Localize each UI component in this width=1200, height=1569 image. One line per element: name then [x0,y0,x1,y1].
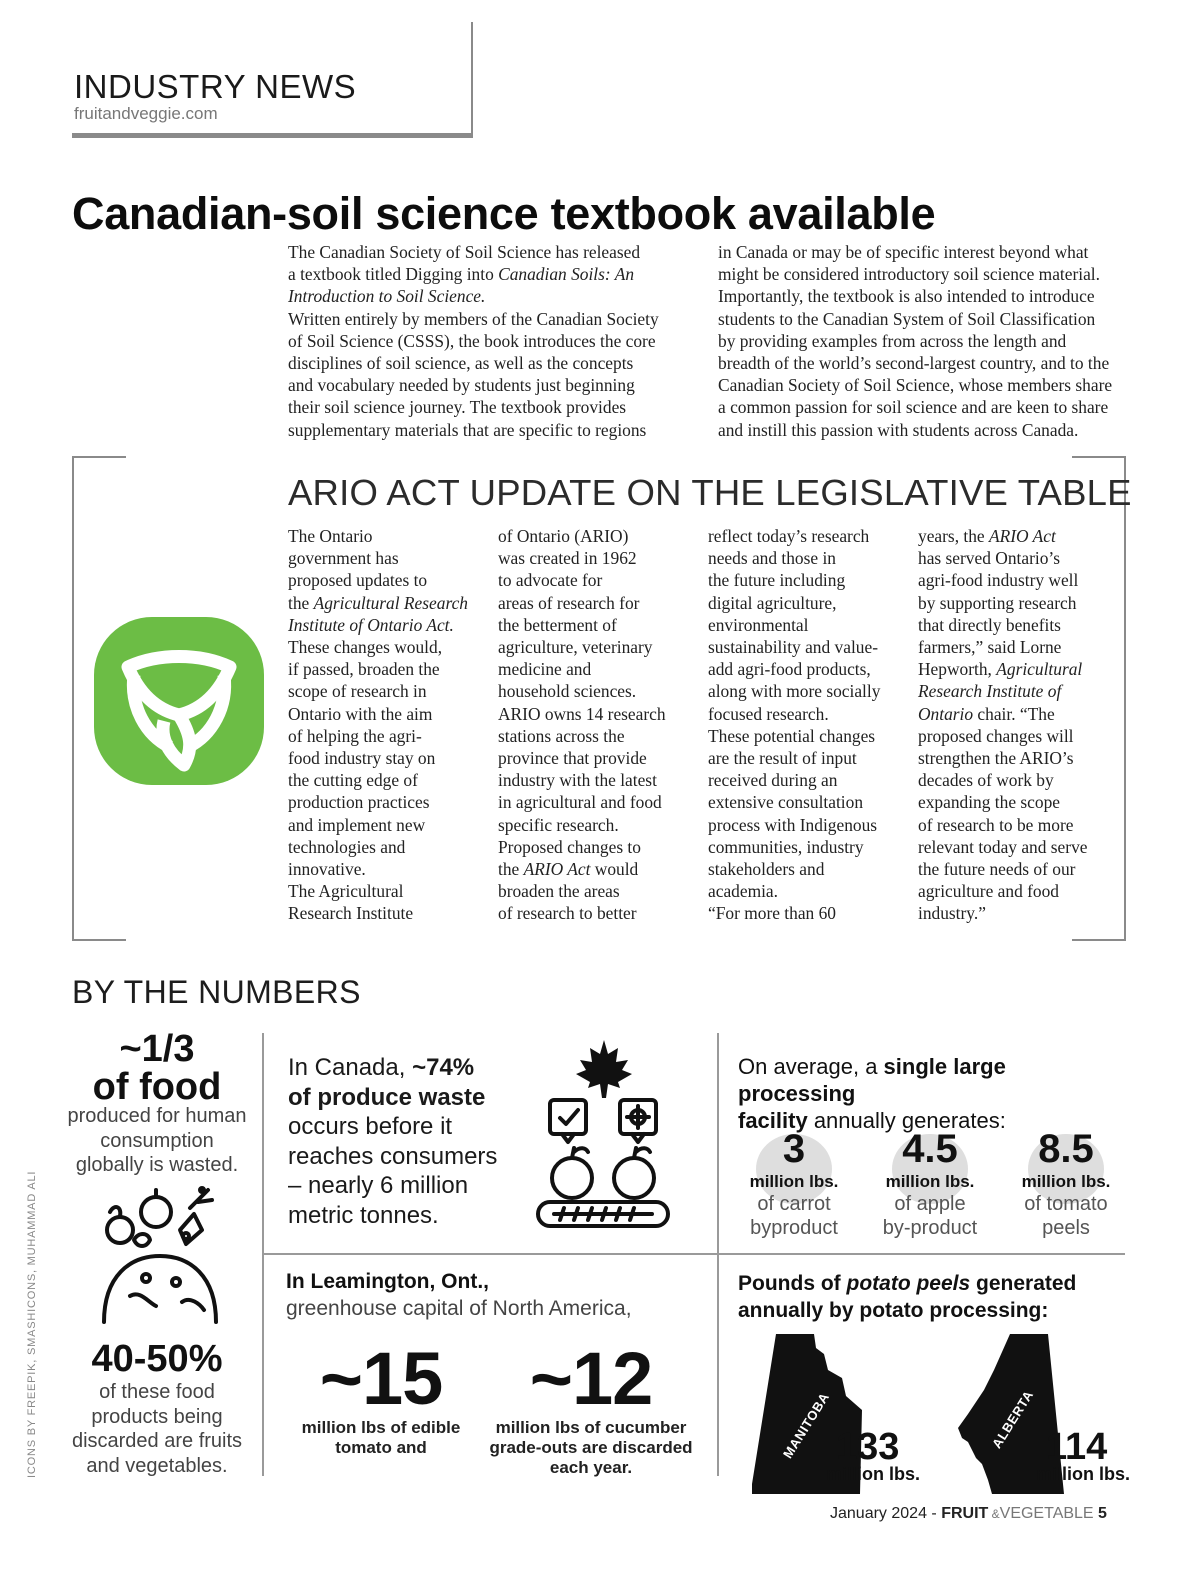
food-waste-stat-line1: ~1/3 [119,1028,195,1070]
leamington-cucumber-num: ~12 [529,1337,653,1420]
food-waste-globe-icon [90,1186,230,1326]
article2-col2-line: in agricultural and food [498,792,662,813]
article2-col2-line: broaden the areas [498,881,620,902]
article1-col1-line: The Canadian Society of Soil Science has released [288,242,641,262]
article2-col2-line: was created in 1962 [498,548,637,569]
article2-col4-line: years, the ARIO Act [918,526,1056,546]
article2-col1-line: Ontario with the aim [288,703,433,724]
article1-col2-line: in Canada or may be of specific interest beyond what [718,242,1089,262]
potato-peels-title: Pounds of potato peels generated annually by potato processing: [738,1272,1077,1322]
article2-col2-line: of research to better [498,903,637,924]
article1-col2-line: might be considered introductory soil science material. [718,264,1100,285]
article2-col1-line: if passed, broaden the [288,659,440,680]
leamington-tomato-num: ~15 [319,1337,443,1420]
article2-col3-line: These potential changes [708,725,876,746]
article1-col1-line: of Soil Science (CSSS), the book introduces the core [288,330,656,351]
article2-col4-line: proposed changes will [918,725,1074,746]
manitoba-unit: million lbs. [826,1464,921,1484]
article2-headline: ARIO ACT UPDATE ON THE LEGISLATIVE TABLE [288,472,1132,513]
article2-col3-line: communities, industry [708,836,864,857]
article2-column-1 [288,525,488,925]
divider-horizontal [263,1253,1125,1255]
facility-stat-carrot: 3 million lbs. of carrot byproduct [749,1127,839,1239]
article2-col1-line: The Ontario [288,526,373,546]
article2-col1-line: food industry stay on [288,748,436,769]
article1-col1-line: Introduction to Soil Science. [288,286,486,307]
article2-col4-line: expanding the scope [918,792,1060,813]
article2-col4-line: of research to be more [918,814,1074,835]
facility-stat-tomato: 8.5 million lbs. of tomato peels [1021,1127,1111,1239]
article2-col3-line: are the result of input [708,748,857,769]
alberta-unit: million lbs. [1036,1464,1131,1484]
article2-col3-line: focused research. [708,703,829,724]
article2-col3-line: sustainability and value- [708,637,879,658]
fruit-veg-stat-desc: of these food products being discarded are fruits and vegetables. [71,1381,243,1477]
article2-col4-line: agri-food industry well [918,570,1079,591]
article1-col1-line: disciplines of soil science, as well as the concepts [288,353,634,374]
page-footer: January 2024 - FRUIT &VEGETABLE 5 [830,1505,1107,1522]
manitoba-label: MANITOBA [780,1389,833,1461]
facility-stat-apple: 4.5 million lbs. of apple by-product [882,1127,978,1239]
article2-col1-line: of helping the agri- [288,725,422,746]
article2-col3-line: environmental [708,614,809,635]
article1-column-1 [288,241,698,441]
article1-col1-line: a textbook titled Digging into Canadian Soils: An [288,264,635,285]
article2-col1-line: technologies and [288,836,406,857]
article2-col2-line: of Ontario (ARIO) [498,526,629,546]
ontario-trillium-icon [94,617,264,785]
article2-col3-line: along with more socially [708,681,881,702]
article2-col3-line: extensive consultation [708,792,864,813]
article2-col2-line: areas of research for [498,592,640,613]
article1-col2-line: a common passion for soil science and are keen to share [718,397,1109,418]
article2-col1-line: scope of research in [288,681,427,702]
article2-col2-line: Proposed changes to [498,836,641,857]
article2-col2-line: the ARIO Act would [498,859,639,880]
facility-stat-title: On average, a single large processing facility annually generates: [738,1054,1006,1133]
article2-col3-line: needs and those in [708,548,836,569]
section-title: INDUSTRY NEWS [74,68,357,105]
section-url: fruitandveggie.com [74,104,218,123]
article2-col4-line: Hepworth, Agricultural [918,659,1083,680]
conveyor-maple-leaf-icon [534,1038,674,1234]
article2-col2-line: stations across the [498,725,625,746]
article2-col4-line: relevant today and serve [918,836,1088,857]
article2-col2-line: agriculture, veterinary [498,637,653,658]
article2-col3-line: add agri-food products, [708,659,871,680]
article1-headline: Canadian-soil science textbook available [72,188,936,239]
leamington-tomato-desc: million lbs of edible tomato and [301,1418,461,1457]
article2-column-2 [498,525,698,925]
article2-col4-line: farmers,” said Lorne [918,637,1062,658]
article2-col1-line: Institute of Ontario Act. [288,614,454,635]
page-number: 5 [1093,1505,1107,1522]
leamington-cucumber-desc: million lbs of cucumber grade-outs are discarded each year. [489,1418,693,1477]
article2-col4-line: industry.” [918,903,986,924]
article1-col2-line: Importantly, the textbook is also intended to introduce [718,286,1095,307]
article2-col1-line: and implement new [288,814,426,835]
article1-col1-line: supplementary materials that are specific to regions [288,419,647,440]
article1-col2-line: breadth of the world’s second-largest country, and to the [718,353,1110,374]
article2-col3-line: the future including [708,570,846,591]
article2-col4-line: Ontario chair. “The [918,703,1055,724]
article1-col1-line: their soil science journey. The textbook provides [288,397,627,418]
food-waste-stat-line2: of food [92,1066,222,1108]
article2-col1-line: government has [288,548,399,569]
article2-column-4 [918,525,1118,925]
article2-col2-line: ARIO owns 14 research [498,703,666,724]
article2-col2-line: the betterment of [498,614,617,635]
article2-col1-line: The Agricultural [288,881,404,902]
article2-col2-line: to advocate for [498,570,603,591]
article2-col2-line: province that provide [498,748,647,769]
article2-col1-line: innovative. [288,859,366,880]
article1-col2-line: and instill this passion with students across Canada. [718,419,1079,440]
article2-column-3 [708,525,903,925]
leamington-subtitle: greenhouse capital of North America, [286,1297,632,1320]
article2-col4-line: strengthen the ARIO’s [918,748,1074,769]
article2-col3-line: received during an [708,770,838,791]
article2-col2-line: household sciences. [498,681,637,702]
canada-waste-percent: ~74% [412,1054,475,1081]
article2-col2-line: specific research. [498,814,619,835]
article2-col4-line: decades of work by [918,770,1054,791]
article2-col2-line: medicine and [498,659,592,680]
article2-col1-line: proposed updates to [288,570,428,591]
article2-col1-line: These changes would, [288,637,443,658]
article2-col3-line: “For more than 60 [708,903,836,924]
article1-col1-line: Written entirely by members of the Canadian Society [288,308,659,329]
article2-col3-line: academia. [708,881,778,902]
article1-col1-line: and vocabulary needed by students just beginning [288,375,635,396]
article2-col4-line: Research Institute of [918,681,1062,702]
article2-col4-line: agriculture and food [918,881,1060,902]
article2-col1-line: the cutting edge of [288,770,418,791]
icon-credit: ICONS BY FREEPIK, SMASHICONS, MUHAMMAD ALI [26,1170,38,1478]
article2-col3-line: stakeholders and [708,859,825,880]
fruit-veg-stat-big: 40-50% [91,1338,223,1380]
food-waste-stat-desc: produced for human consumption globally is wasted. [67,1105,247,1176]
article2-col3-line: digital agriculture, [708,592,837,613]
alberta-num: 114 [1046,1426,1108,1468]
food-waste-stat-big [72,1030,242,1106]
alberta-label: ALBERTA [989,1387,1037,1451]
by-the-numbers-title: BY THE NUMBERS [72,974,361,1010]
article1-col2-line: students to the Canadian System of Soil Classification [718,308,1096,329]
article2-col2-line: industry with the latest [498,770,657,791]
leamington-title: In Leamington, Ont., [286,1270,489,1293]
article2-col4-line: the future needs of our [918,859,1076,880]
article2-col1-line: production practices [288,792,430,813]
article2-col3-line: reflect today’s research [708,526,870,546]
article2-col4-line: by supporting research [918,592,1077,613]
article1-col2-line: by providing examples from across the length and [718,330,1067,351]
article1-column-2 [718,241,1138,441]
article2-col3-line: process with Indigenous [708,814,878,835]
article2-col4-line: that directly benefits [918,614,1061,635]
article1-col2-line: Canadian Society of Soil Science, whose members share [718,375,1113,396]
canada-waste-stat: In Canada, ~74% of produce waste occurs before it reaches consumers – nearly 6 million metric tonnes. [288,1054,498,1229]
article2-col1-line: Research Institute [288,903,414,924]
article2-col4-line: has served Ontario’s [918,548,1060,569]
article2-col1-line: the Agricultural Research [288,592,468,613]
manitoba-num: 133 [836,1426,900,1468]
